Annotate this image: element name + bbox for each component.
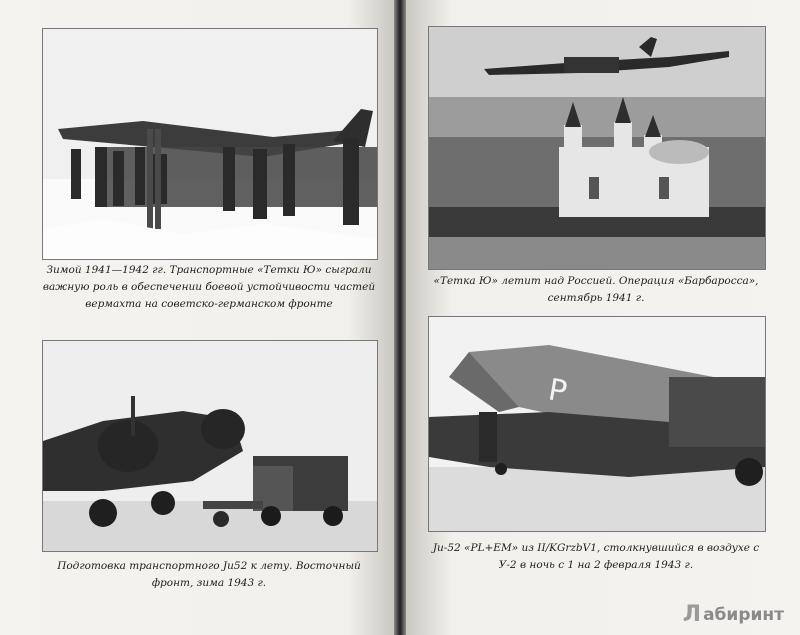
labirint-logo-icon: Л bbox=[682, 602, 702, 627]
book-spine bbox=[394, 0, 406, 635]
svg-text:P: P bbox=[545, 372, 570, 411]
photo-aircraft-with-truck bbox=[42, 340, 378, 552]
caption-photo-3: Подготовка транспортного Ju52 к лету. Восточный фронт, зима 1943 г. bbox=[57, 560, 361, 589]
caption-photo-1: Зимой 1941—1942 гг. Транспортные «Тетки Ю» сыграли важную роль в обеспечении боевой устойчивости частей вермахта на советско-германском фронте bbox=[42, 264, 376, 310]
watermark-logo bbox=[683, 602, 784, 627]
photo-winter-transport bbox=[42, 28, 378, 260]
watermark-text: абиринт bbox=[703, 604, 784, 625]
caption-photo-4: Ju-52 «PL+EM» из II/KGrzbV1, столкнувшийся в воздухе с У-2 в ночь с 1 на 2 февраля 1943 г. bbox=[432, 542, 760, 571]
photo-aircraft-over-church bbox=[428, 26, 766, 270]
caption-photo-2: «Тетка Ю» летит над Россией. Операция «Барбаросса», сентябрь 1941 г. bbox=[433, 275, 759, 304]
photo-damaged-wing bbox=[428, 316, 766, 532]
